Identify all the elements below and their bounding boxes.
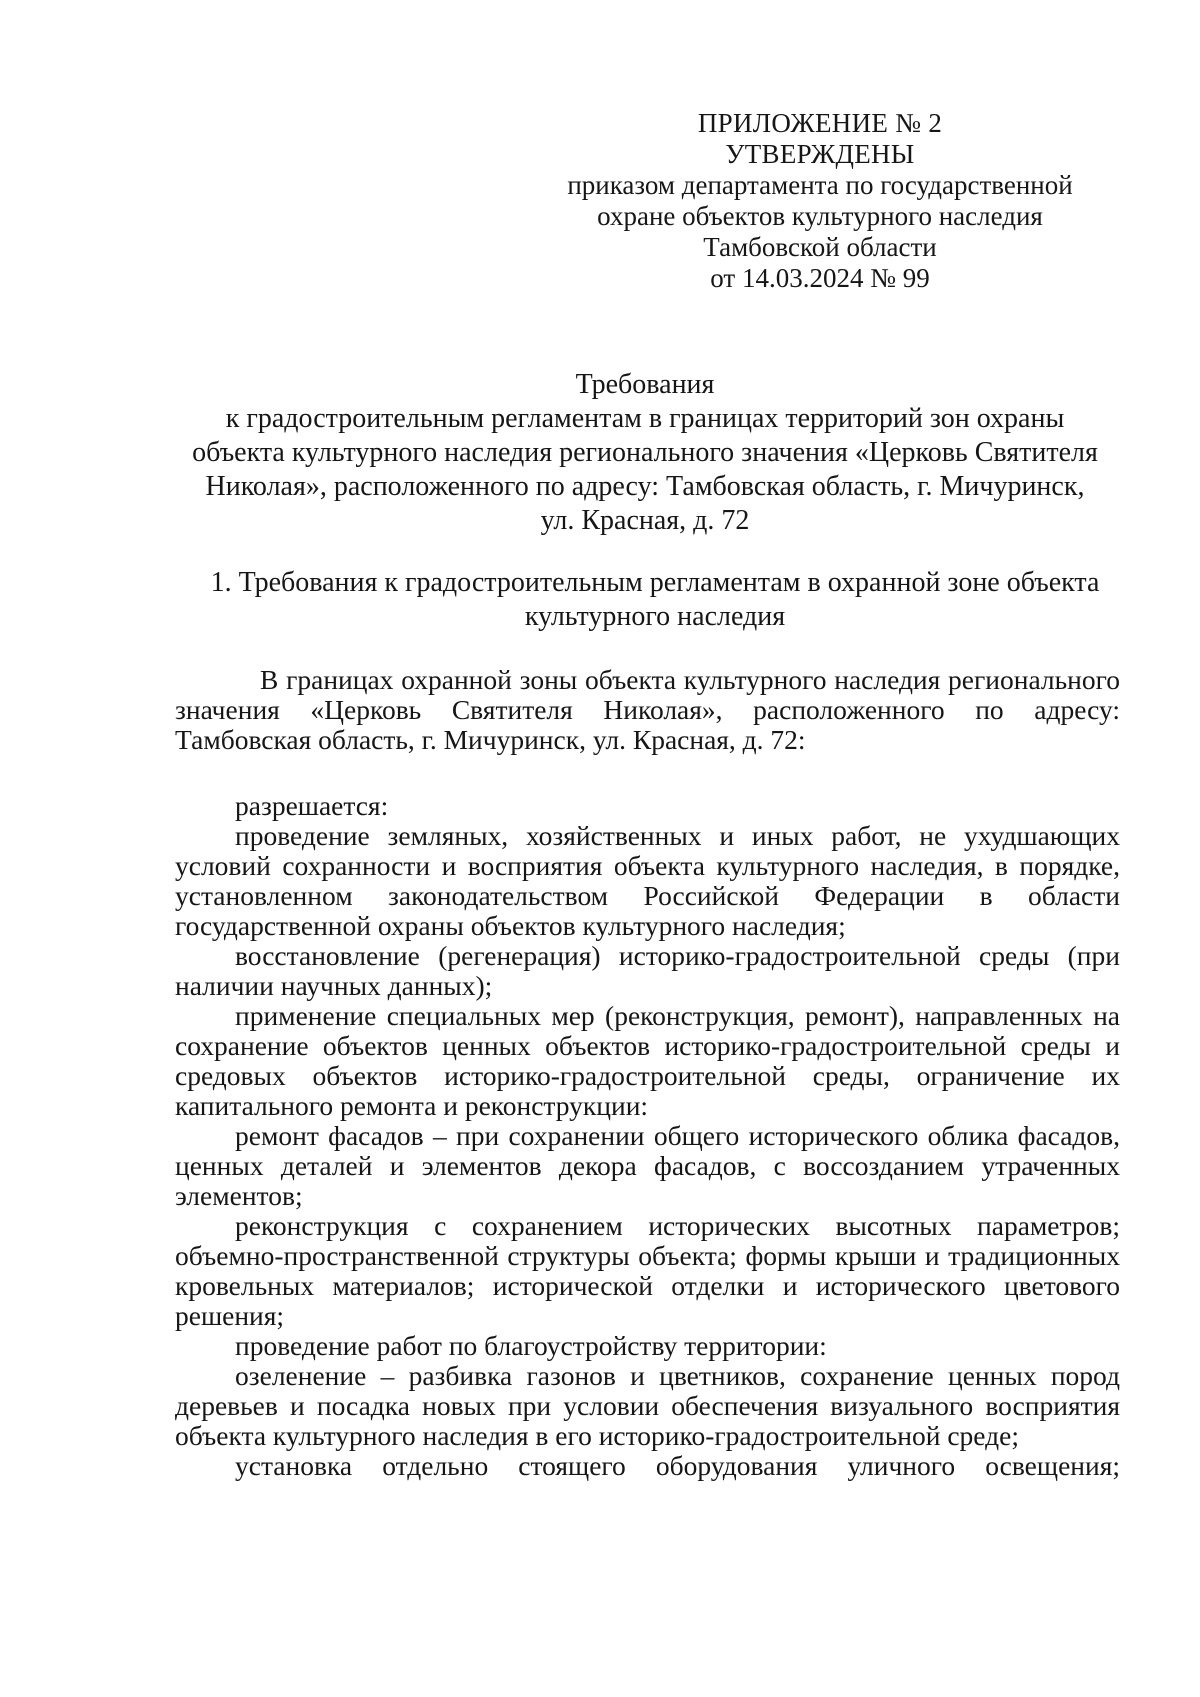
paragraph-landscaping: проведение работ по благоустройству территории:: [235, 1330, 827, 1361]
intro-paragraph: В границах охранной зоны объекта культурного наследия регионального значения «Церковь Святителя Николая», расположенного по адресу: Тамбовская область, г. Мичуринск, ул. Красная, д. 72:: [175, 664, 1120, 755]
order-line-3: Тамбовской области: [703, 232, 937, 262]
paragraph-greening: озеленение – разбивка газонов и цветников, сохранение ценных пород деревьев и посадка новых при условии обеспечения визуального восприятия объекта культурного наследия в его историко-градостроительной среде;: [175, 1360, 1120, 1451]
paragraph-special-measures: применение специальных мер (реконструкция, ремонт), направленных на сохранение объектов ценных объектов историко-градостроительной среды и средовых объектов историко-градостроительной среды, ограничение их капитального ремонта и реконструкции:: [175, 1000, 1120, 1121]
paragraph-reconstruction: реконструкция с сохранением исторических высотных параметров; объемно-пространственной структуры объекта; формы крыши и традиционных кровельных материалов; исторической отделки и исторического цветового решения;: [175, 1210, 1120, 1331]
approved-label: УТВЕРЖДЕНЫ: [725, 139, 915, 169]
title-line-5: ул. Красная, д. 72: [540, 505, 750, 536]
title-line-3: объекта культурного наследия регионального значения «Церковь Святителя: [192, 437, 1098, 468]
paragraph-earthworks: проведение земляных, хозяйственных и иных работ, не ухудшающих условий сохранности и восприятия объекта культурного наследия, в порядке, установленном законодательством Российской Федерации в области государственной охраны объектов культурного наследия;: [175, 820, 1120, 941]
approval-block: [540, 108, 1100, 294]
section-heading-line-2: культурного наследия: [524, 601, 786, 632]
paragraph-regeneration: восстановление (регенерация) историко-градостроительной среды (при наличии научных данных);: [175, 940, 1120, 1001]
appendix-number: ПРИЛОЖЕНИЕ № 2: [697, 108, 943, 138]
title-line-4: Николая», расположенного по адресу: Тамбовская область, г. Мичуринск,: [205, 471, 1085, 502]
section-1-heading: [190, 566, 1120, 634]
order-line-2: охране объектов культурного наследия: [597, 201, 1043, 231]
section-heading-line-1: 1. Требования к градостроительным регламентам в охранной зоне объекта: [210, 567, 1100, 598]
order-line-1: приказом департамента по государственной: [567, 170, 1073, 200]
document-title: [170, 368, 1120, 538]
paragraph-street-lighting: установка отдельно стоящего оборудования уличного освещения;: [235, 1450, 1120, 1481]
title-line-1: Требования: [575, 369, 715, 400]
document-body: [175, 665, 1120, 1481]
allowed-heading: разрешается:: [235, 790, 389, 821]
order-date: от 14.03.2024 № 99: [710, 263, 930, 293]
title-line-2: к градостроительным регламентам в границах территорий зон охраны: [225, 403, 1065, 434]
paragraph-facade-repair: ремонт фасадов – при сохранении общего исторического облика фасадов, ценных деталей и элементов декора фасадов, с воссозданием утраченных элементов;: [175, 1120, 1120, 1211]
